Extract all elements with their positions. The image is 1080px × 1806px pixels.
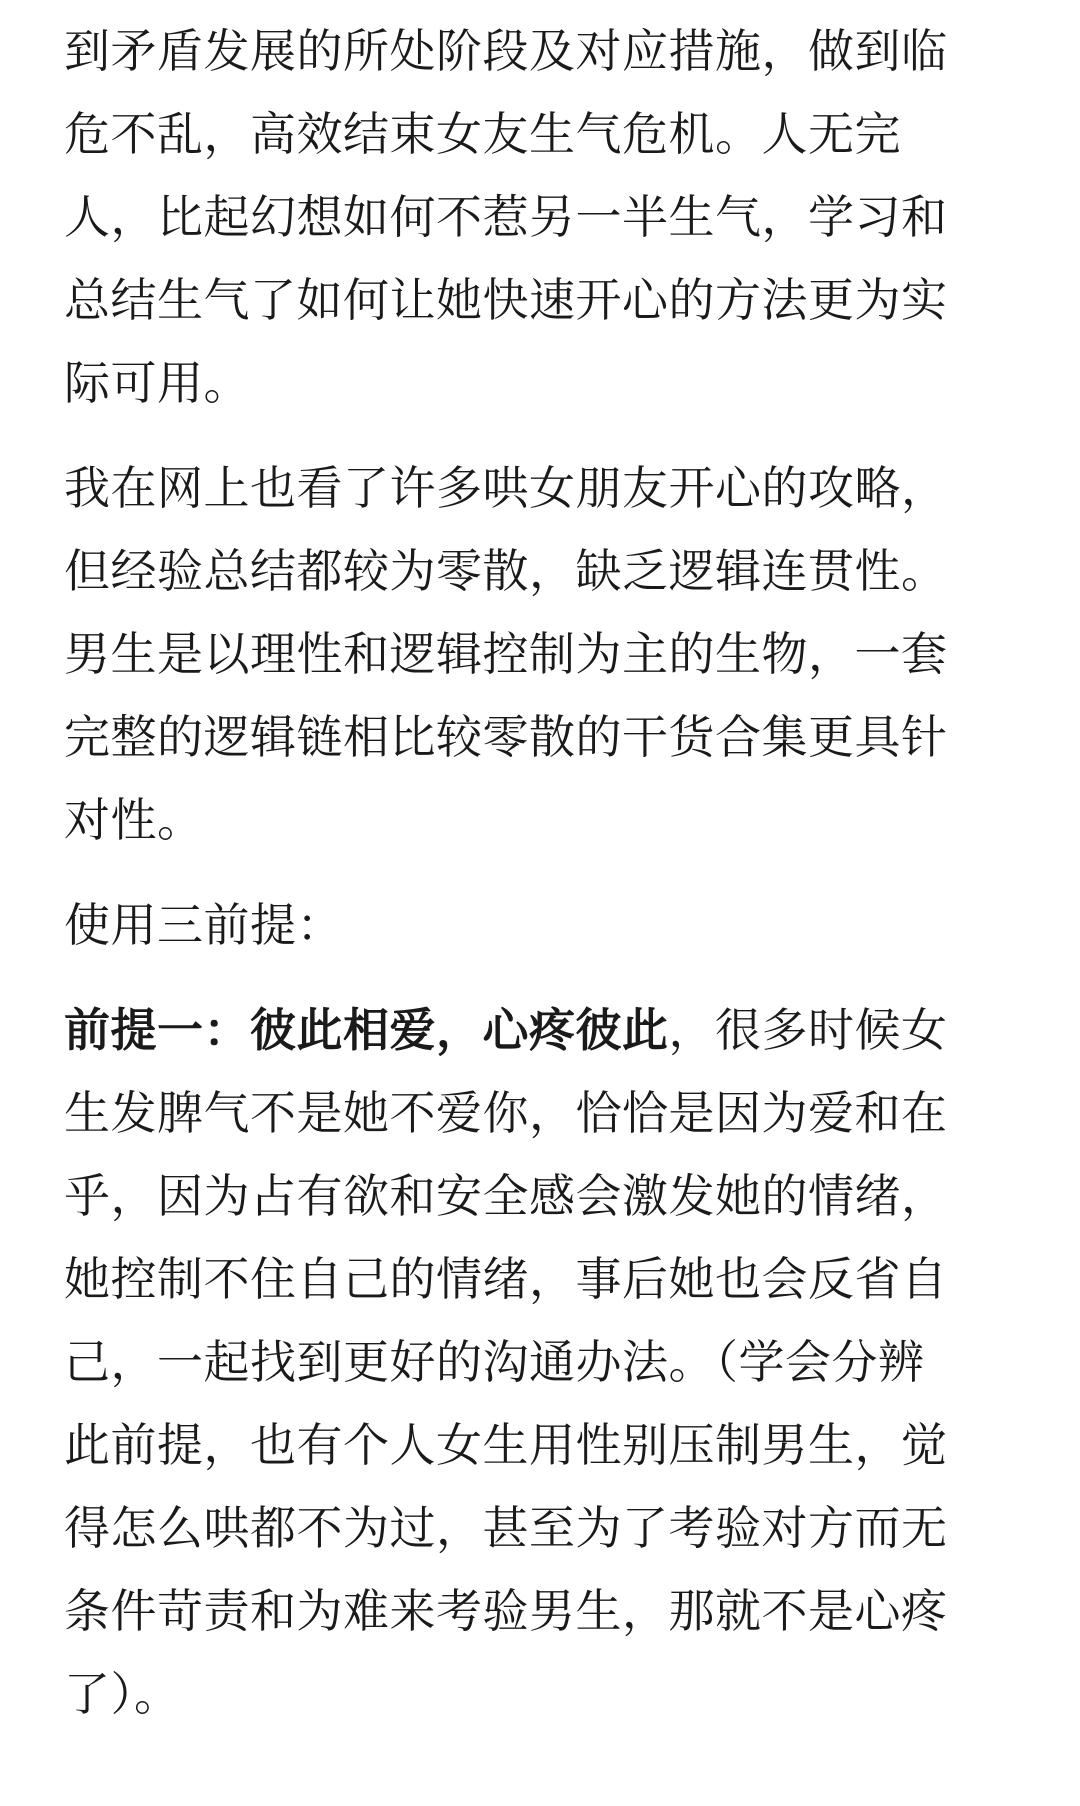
- article-body: [64, 10, 984, 1758]
- text-line: 乎，因为占有欲和安全感会激发她的情绪，: [64, 1169, 948, 1223]
- paragraph-4: [64, 989, 984, 1736]
- paragraph-2: [64, 447, 984, 862]
- text-line: 了）。: [64, 1667, 181, 1721]
- text-line: 我在网上也看了许多哄女朋友开心的攻略，: [64, 461, 948, 515]
- text-fragment: ，很多时候女: [668, 1003, 948, 1057]
- text-line: 此前提，也有个人女生用性别压制男生，觉: [64, 1418, 948, 1472]
- paragraph-1: [64, 10, 984, 425]
- text-line: 但经验总结都较为零散，缺乏逻辑连贯性。: [64, 544, 948, 598]
- text-line: 总结生气了如何让她快速开心的方法更为实: [64, 273, 948, 327]
- bold-lead-text: 前提一：彼此相爱，心疼彼此: [64, 1003, 669, 1057]
- text-line: 生发脾气不是她不爱你，恰恰是因为爱和在: [64, 1086, 948, 1140]
- text-line: 际可用。: [64, 356, 250, 410]
- text-line: 己，一起找到更好的沟通办法。（学会分辨: [64, 1335, 925, 1389]
- text-line: 男生是以理性和逻辑控制为主的生物，一套: [64, 627, 948, 681]
- text-line: 到矛盾发展的所处阶段及对应措施，做到临: [64, 24, 948, 78]
- text-line: 危不乱，高效结束女友生气危机。人无完: [64, 107, 901, 161]
- paragraph-3: [64, 884, 984, 967]
- text-line: 人，比起幻想如何不惹另一半生气，学习和: [64, 190, 948, 244]
- text-line: 得怎么哄都不为过，甚至为了考验对方而无: [64, 1501, 948, 1555]
- text-line: 使用三前提：: [64, 898, 343, 952]
- text-line: 完整的逻辑链相比较零散的干货合集更具针: [64, 710, 948, 764]
- text-line: 她控制不住自己的情绪，事后她也会反省自: [64, 1252, 948, 1306]
- text-line: 对性。: [64, 793, 204, 847]
- text-line: [64, 989, 984, 1072]
- text-line: 条件苛责和为难来考验男生，那就不是心疼: [64, 1584, 948, 1638]
